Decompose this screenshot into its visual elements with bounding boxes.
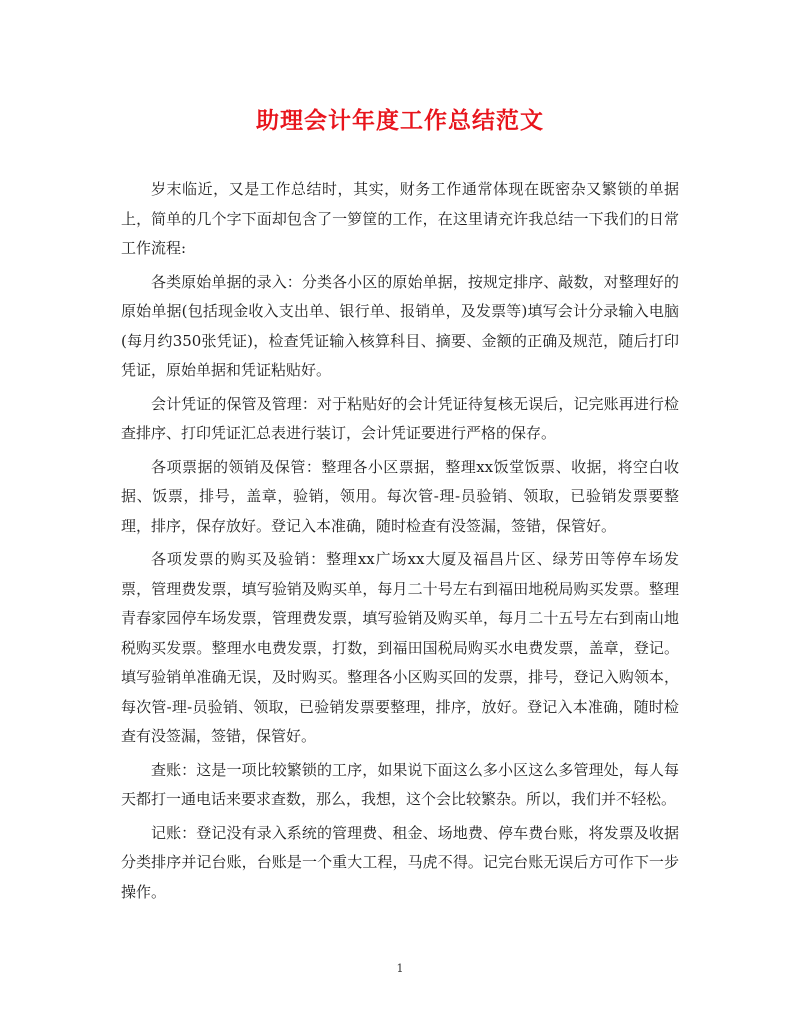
paragraph-document-entry: 各类原始单据的录入：分类各小区的原始单据，按规定排序、敲数，对整理好的原始单据(包括现金收入支出单、银行单、报销单，及发票等)填写会计分录输入电脑(每月约350张凭证)，检查凭证输入核算科目、摘要、金额的正确及规范，随后打印凭证，原始单据和凭证粘贴好。 [121,272,679,379]
document-title: 助理会计年度工作总结范文 [256,107,544,134]
paragraph-account-inquiry: 查账：这是一项比较繁锁的工序，如果说下面这么多小区这么多管理处，每人每天都打一通电话来要求查数，那么，我想，这个会比较繁杂。所以，我们并不轻松。 [121,760,679,808]
paragraph-voucher-custody: 会计凭证的保管及管理：对于粘贴好的会计凭证待复核无误后，记完账再进行检查排序、打印凭证汇总表进行装订，会计凭证要进行严格的保存。 [121,394,679,442]
paragraph-intro: 岁末临近，又是工作总结时，其实，财务工作通常体现在既密杂又繁锁的单据上，简单的几个字下面却包含了一箩筐的工作，在这里请充许我总结一下我们的日常工作流程: [121,180,679,257]
document-body [121,175,679,911]
paragraph-receipt-management: 各项票据的领销及保管：整理各小区票据，整理xx饭堂饭票、收据，将空白收据、饭票，排号，盖章，验销，领用。每次管-理-员验销、领取，已验销发票要整理，排序，保存放好。登记入本准确，随时检查有没签漏，签错，保管好。 [121,457,679,535]
paragraph-bookkeeping: 记账：登记没有录入系统的管理费、租金、场地费、停车费台账，将发票及收据分类排序并记台账，台账是一个重大工程，马虎不得。记完台账无误后方可作下一步操作。 [121,823,679,901]
paragraph-invoice-purchase: 各项发票的购买及验销：整理xx广场xx大厦及福昌片区、绿芳田等停车场发票，管理费发票，填写验销及购买单，每月二十号左右到福田地税局购买发票。整理青春家园停车场发票，管理费发票，填写验销及购买单，每月二十五号左右到南山地税购买发票。整理水电费发票，打数，到福田国税局购买水电费发票，盖章，登记。填写验销单准确无误，及时购买。整理各小区购买回的发票，排号，登记入购领本，每次管-理-员验销、领取，已验销发票要整理，排序，放好。登记入本准确，随时检查有没签漏，签错，保管好。 [121,550,679,745]
page-number: 1 [396,962,404,975]
